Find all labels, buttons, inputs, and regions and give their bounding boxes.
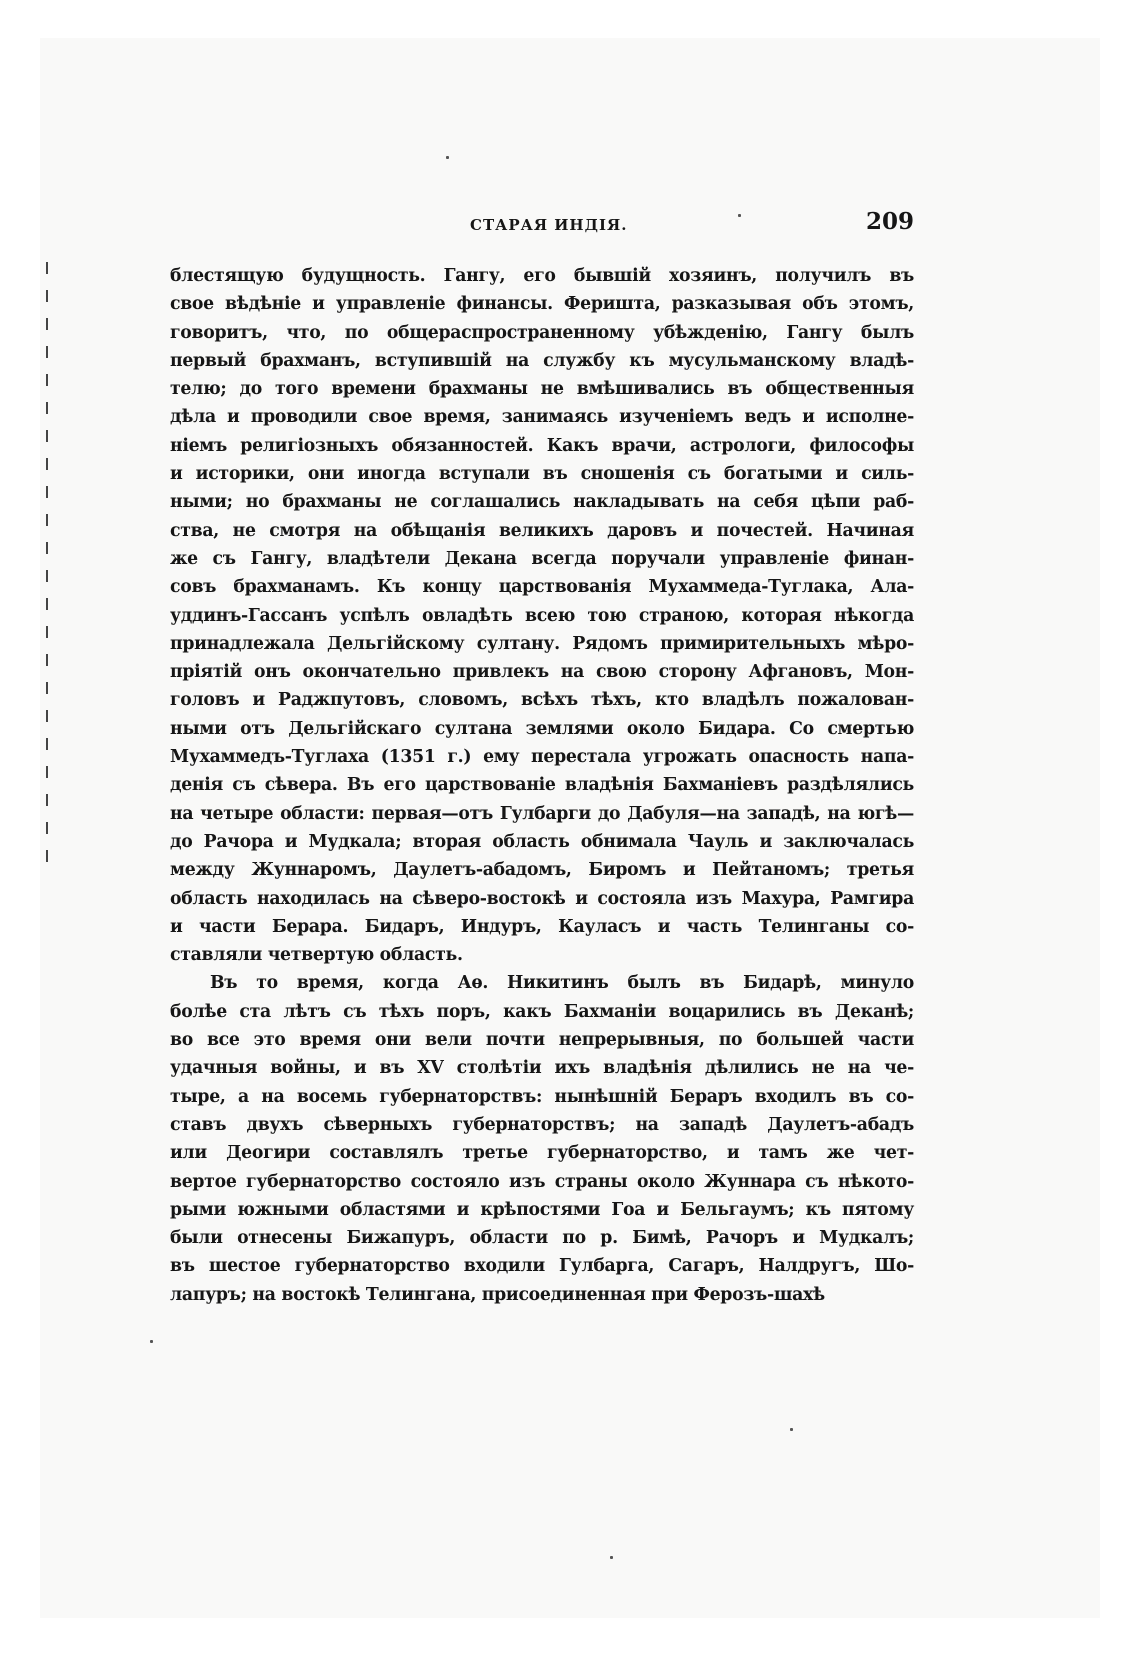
page-number: 209 — [865, 208, 914, 235]
text-line: и историки, они иногда вступали въ сношенія съ богатыми и силь- — [170, 464, 914, 485]
text-line: телю; до того времени брахманы не вмѣшивались въ общественныя — [170, 379, 914, 400]
text-line: свое вѣдѣніе и управленіе финансы. Феришта, разказывая объ этомъ, — [170, 294, 914, 315]
margin-tick — [46, 374, 48, 386]
dust-speck — [790, 1428, 793, 1431]
running-title: СТАРАЯ ИНДІЯ. — [470, 216, 628, 234]
text-line: и части Берара. Бидаръ, Индуръ, Кауласъ и часть Телинганы со- — [170, 916, 914, 937]
margin-tick — [46, 346, 48, 358]
margin-tick — [46, 710, 48, 722]
dust-speck — [610, 1556, 613, 1559]
page-header — [170, 202, 914, 242]
margin-marks — [46, 262, 56, 878]
dust-speck — [446, 156, 449, 159]
text-line: совъ брахманамъ. Къ концу царствованія Мухаммеда-Туглака, Ала- — [170, 577, 914, 598]
dust-speck — [150, 1340, 153, 1343]
text-line: область находилась на сѣверо-востокѣ и состояла изъ Махура, Рамгира — [170, 888, 914, 909]
margin-tick — [46, 458, 48, 470]
text-line: ства, не смотря на обѣщанія великихъ даровъ и почестей. Начиная — [170, 520, 914, 541]
text-line: Въ то время, когда Аѳ. Никитинъ былъ въ Бидарѣ, минуло — [210, 973, 914, 994]
margin-tick — [46, 822, 48, 834]
margin-tick — [46, 570, 48, 582]
margin-tick — [46, 486, 48, 498]
margin-tick — [46, 794, 48, 806]
text-line: рыми южными областями и крѣпостями Гоа и Бельгаумъ; къ пятому — [170, 1199, 914, 1220]
text-line: ставъ двухъ сѣверныхъ губернаторствъ; на западѣ Даулетъ-абадъ — [170, 1114, 914, 1135]
text-line: головъ и Раджпутовъ, словомъ, всѣхъ тѣхъ, кто владѣлъ пожалован- — [170, 690, 914, 711]
paragraph-1 — [170, 262, 914, 969]
text-line: ставляли четвертую область. — [170, 945, 463, 966]
text-line: болѣе ста лѣтъ съ тѣхъ поръ, какъ Бахманіи воцарились въ Деканѣ; — [170, 1001, 914, 1022]
text-line: ными; но брахманы не соглашались накладывать на себя цѣпи раб- — [170, 492, 914, 513]
margin-tick — [46, 318, 48, 330]
text-line: ными отъ Дельгійскаго султана землями около Бидара. Со смертью — [170, 718, 914, 739]
text-line: удачныя войны, и въ XV столѣтіи ихъ владѣнія дѣлились не на че- — [170, 1058, 914, 1079]
text-line: дѣла и проводили свое время, занимаясь изученіемъ ведъ и исполне- — [170, 407, 914, 428]
text-line: ніемъ религіозныхъ обязанностей. Какъ врачи, астрологи, философы — [170, 435, 914, 456]
margin-tick — [46, 262, 48, 274]
text-line: на четыре области: первая—отъ Гулбарги до Дабуля—на западѣ, на югѣ— — [170, 803, 914, 824]
margin-tick — [46, 682, 48, 694]
margin-tick — [46, 402, 48, 414]
margin-tick — [46, 514, 48, 526]
margin-tick — [46, 626, 48, 638]
text-line: же съ Гангу, владѣтели Декана всегда поручали управленіе финан- — [170, 548, 914, 569]
margin-tick — [46, 430, 48, 442]
text-line: въ шестое губернаторство входили Гулбарга, Сагаръ, Налдругъ, Шо- — [170, 1256, 914, 1277]
margin-tick — [46, 654, 48, 666]
text-line: во все это время они вели почти непрерывныя, по большей части — [170, 1030, 914, 1051]
text-line: до Рачора и Мудкала; вторая область обнимала Чауль и заключалась — [170, 831, 914, 852]
margin-tick — [46, 850, 48, 862]
text-line: говоритъ, что, по общераспространенному убѣжденію, Гангу былъ — [170, 322, 914, 343]
text-line: вертое губернаторство состояло изъ страны около Жуннара съ нѣкото- — [170, 1171, 914, 1192]
margin-tick — [46, 290, 48, 302]
text-line: лапуръ; на востокѣ Телингана, присоединенная при Ферозъ-шахѣ — [170, 1284, 825, 1305]
text-line: принадлежала Дельгійскому султану. Рядомъ примирительныхъ мѣро- — [170, 633, 914, 654]
text-line: тыре, а на восемь губернаторствъ: нынѣшній Бераръ входилъ въ со- — [170, 1086, 914, 1107]
paragraph-2 — [170, 969, 914, 1309]
text-line: денія съ сѣвера. Въ его царствованіе владѣнія Бахманіевъ раздѣлялись — [170, 775, 914, 796]
text-line: или Деогири составлялъ третье губернаторство, и тамъ же чет- — [170, 1143, 914, 1164]
text-line: уддинъ-Гассанъ успѣлъ овладѣть всею тою страною, которая нѣкогда — [170, 605, 914, 626]
text-line: первый брахманъ, вступившій на службу къ мусульманскому владѣ- — [170, 350, 914, 371]
margin-tick — [46, 598, 48, 610]
margin-tick — [46, 738, 48, 750]
text-line: Мухаммедъ-Туглаха (1351 г.) ему перестала угрожать опасность напа- — [170, 747, 914, 768]
text-line: между Жуннаромъ, Даулетъ-абадомъ, Биромъ и Пейтаномъ; третья — [170, 860, 914, 881]
body-text — [170, 262, 914, 1309]
text-line: были отнесены Бижапуръ, области по р. Бимѣ, Рачоръ и Мудкалъ; — [170, 1228, 914, 1249]
text-line: блестящую будущность. Гангу, его бывшій хозяинъ, получилъ въ — [170, 266, 914, 286]
margin-tick — [46, 766, 48, 778]
margin-tick — [46, 542, 48, 554]
text-line: пріятій онъ окончательно привлекъ на свою сторону Афгановъ, Мон- — [170, 662, 914, 683]
